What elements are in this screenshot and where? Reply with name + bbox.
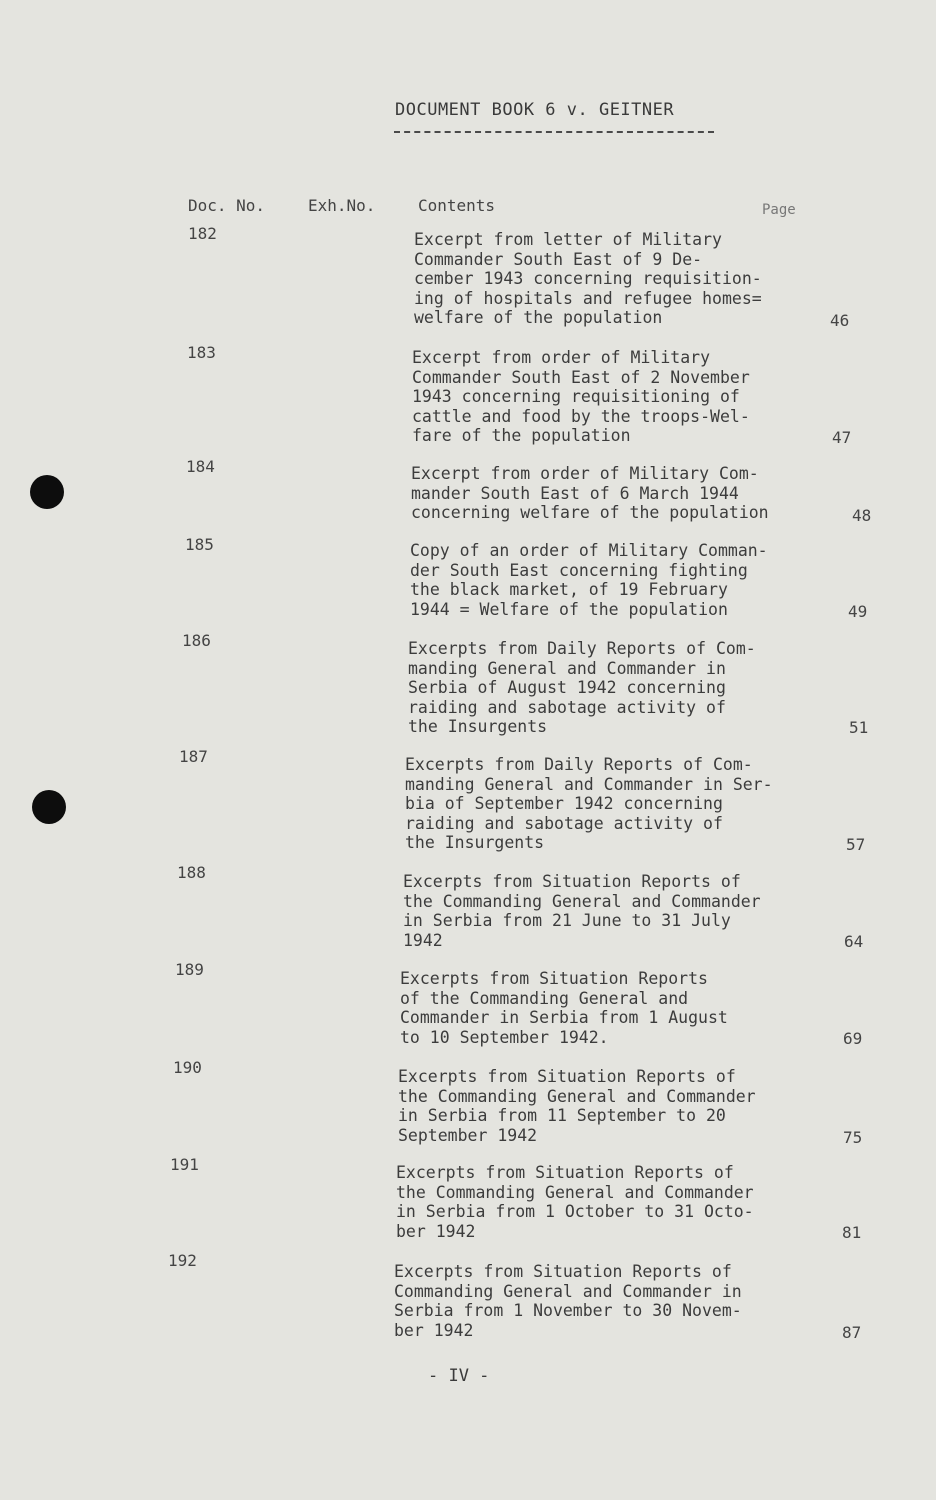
entry-page: 49: [848, 602, 868, 621]
entry-contents: Excerpts from Situation Reports of the Commanding General and Commander in Serbia from 11 September to 20 September 1942: [398, 1067, 756, 1145]
entry-page: 87: [842, 1323, 862, 1342]
doc-number: 190: [173, 1058, 202, 1077]
entry-page: 47: [832, 428, 852, 447]
doc-number: 182: [188, 224, 217, 243]
entry-contents: Excerpts from Situation Reports of the Commanding General and Commander in Serbia from 1 October to 31 Octo- ber 1942: [396, 1163, 754, 1241]
entry-contents: Excerpt from order of Military Commander South East of 2 November 1943 concerning requisitioning of cattle and food by the troops-Wel- fare of the population: [412, 348, 750, 445]
entry-page: 57: [846, 835, 866, 854]
entry-page: 51: [849, 718, 869, 737]
entry-page: 48: [852, 506, 872, 525]
doc-number: 183: [187, 343, 216, 362]
document-title: DOCUMENT BOOK 6 v. GEITNER: [395, 100, 675, 120]
entry-page: 69: [843, 1029, 863, 1048]
doc-number: 185: [185, 535, 214, 554]
entry-page: 81: [842, 1223, 862, 1242]
title-underline: [394, 131, 714, 133]
column-header-page: Page: [762, 202, 796, 218]
doc-number: 192: [168, 1251, 197, 1270]
entry-page: 75: [843, 1128, 863, 1147]
entry-contents: Excerpt from letter of Military Commander South East of 9 De- cember 1943 concerning requisition- ing of hospitals and refugee homes= welfare of the population: [414, 230, 762, 327]
entry-page: 64: [844, 932, 864, 951]
entry-contents: Copy of an order of Military Comman- der South East concerning fighting the black market, of 19 February 1944 = Welfare of the population: [410, 541, 768, 619]
column-header-contents: Contents: [418, 196, 496, 215]
entry-contents: Excerpts from Situation Reports of the Commanding General and Commander in Serbia from 1 August to 10 September 1942.: [400, 969, 728, 1047]
doc-number: 188: [177, 863, 206, 882]
entry-contents: Excerpt from order of Military Com- mander South East of 6 March 1944 concerning welfare of the population: [411, 464, 769, 522]
entry-contents: Excerpts from Daily Reports of Com- manding General and Commander in Serbia of August 1942 concerning raiding and sabotage activity of the Insurgents: [408, 639, 756, 736]
punch-hole-icon: [32, 790, 66, 824]
entry-page: 46: [830, 311, 850, 330]
column-header-exh-no: Exh.No.: [308, 196, 376, 215]
doc-number: 184: [186, 457, 215, 476]
doc-number: 189: [175, 960, 204, 979]
punch-hole-icon: [30, 475, 64, 509]
entry-contents: Excerpts from Situation Reports of the Commanding General and Commander in Serbia from 21 June to 31 July 1942: [403, 872, 761, 950]
doc-number: 191: [170, 1155, 199, 1174]
doc-number: 187: [179, 747, 208, 766]
column-header-doc-no: Doc. No.: [188, 196, 266, 215]
doc-number: 186: [182, 631, 211, 650]
page-footer-number: - IV -: [428, 1366, 490, 1386]
entry-contents: Excerpts from Situation Reports of Commanding General and Commander in Serbia from 1 November to 30 Novem- ber 1942: [394, 1262, 742, 1340]
entry-contents: Excerpts from Daily Reports of Com- manding General and Commander in Ser- bia of September 1942 concerning raiding and sabotage activity of the Insurgents: [405, 755, 773, 852]
